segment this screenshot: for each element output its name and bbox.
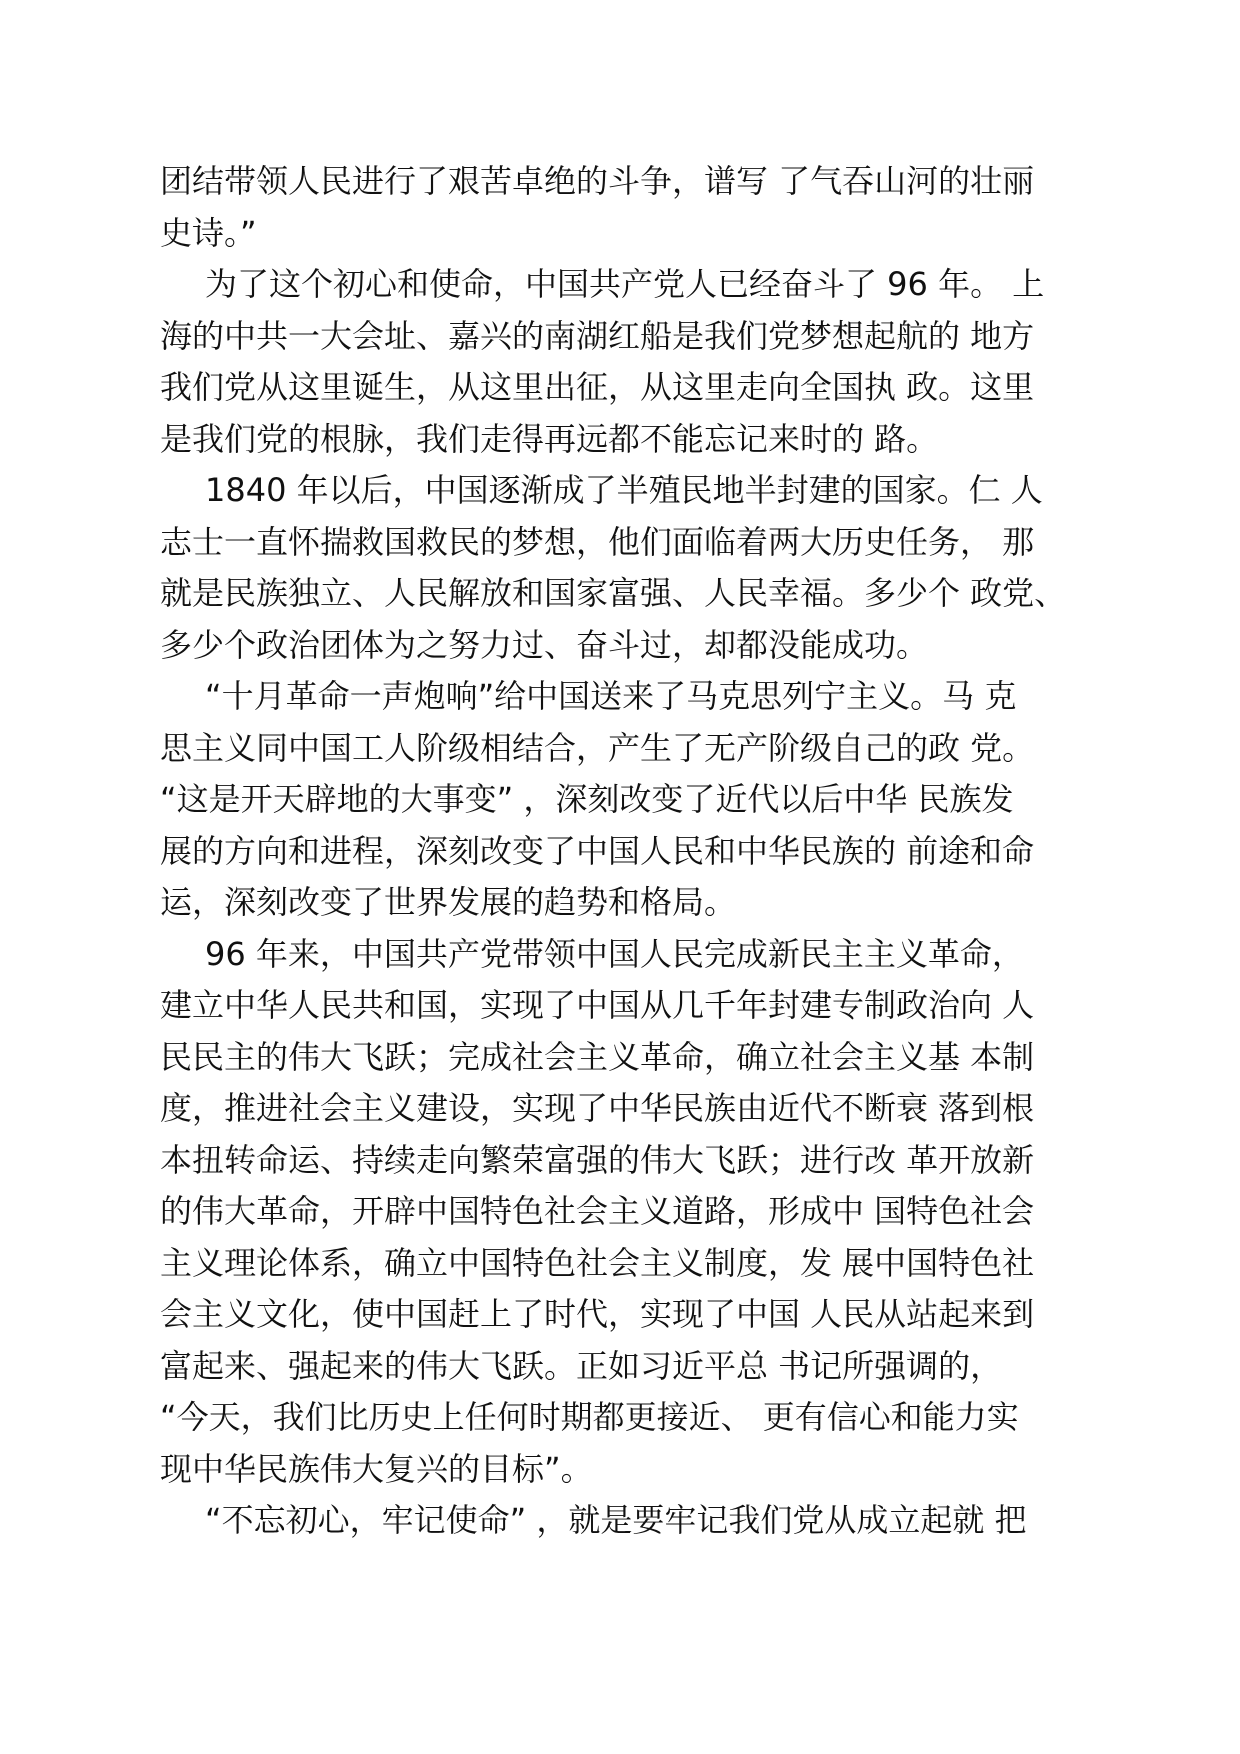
text-line: 主义理论体系，确立中国特色社会主义制度，发 展中国特色社: [160, 1243, 1035, 1282]
body-text: [160, 156, 1100, 1547]
text-line: 建立中华人民共和国，实现了中国从几千年封建专制政治向 人: [160, 986, 1035, 1024]
paragraph-start-line: 1840 年以后，中国逐渐成了半殖民地半封建的国家。仁 人: [205, 471, 1043, 509]
text-line: 的伟大革命，开辟中国特色社会主义道路，形成中 国特色社会: [160, 1192, 1035, 1230]
text-line: “今天，我们比历史上任何时期都更接近、 更有信心和能力实: [160, 1398, 1019, 1436]
text-line: 富起来、强起来的伟大飞跃。正如习近平总 书记所强调的，: [160, 1346, 1003, 1385]
text-line: 会主义文化，使中国赶上了时代，实现了中国 人民从站起来到: [160, 1295, 1035, 1333]
paragraph-start-line: “不忘初心，牢记使命” ，就是要牢记我们党从成立起就 把: [205, 1501, 1027, 1539]
text-line: 志士一直怀揣救国救民的梦想，他们面临着两大历史任务， 那: [160, 522, 1035, 561]
paragraph-start-line: 为了这个初心和使命，中国共产党人已经奋斗了 96 年。 上: [205, 265, 1045, 303]
paragraph-start-line: 96 年来，中国共产党带领中国人民完成新民主主义革命，: [205, 934, 1024, 973]
text-line: “这是开天辟地的大事变” ，深刻改变了近代以后中华 民族发: [160, 780, 1014, 818]
text-line: 运，深刻改变了世界发展的趋势和格局。: [160, 883, 737, 921]
text-line: 多少个政治团体为之努力过、奋斗过，却都没能成功。: [160, 625, 929, 664]
text-line: 我们党从这里诞生，从这里出征，从这里走向全国执 政。这里: [160, 368, 1035, 406]
text-line: 本扭转命运、持续走向繁荣富强的伟大飞跃；进行改 革开放新: [160, 1140, 1035, 1179]
text-line: 思主义同中国工人阶级相结合，产生了无产阶级自己的政 党。: [160, 728, 1035, 767]
text-line: 史诗。”: [160, 213, 257, 252]
text-line: 海的中共一大会址、嘉兴的南湖红船是我们党梦想起航的 地方: [160, 316, 1035, 355]
text-line: 团结带领人民进行了艰苦卓绝的斗争，谱写 了气吞山河的壮丽: [160, 162, 1035, 200]
text-line: 度，推进社会主义建设，实现了中华民族由近代不断衰 落到根: [160, 1089, 1035, 1127]
text-line: 就是民族独立、人民解放和国家富强、人民幸福。多少个 政党、: [160, 574, 1067, 612]
text-line: 展的方向和进程，深刻改变了中国人民和中华民族的 前途和命: [160, 831, 1035, 870]
text-line: 民民主的伟大飞跃；完成社会主义革命，确立社会主义基 本制: [160, 1037, 1035, 1076]
text-line: 现中华民族伟大复兴的目标”。: [160, 1449, 593, 1488]
paragraph-start-line: “十月革命一声炮响”给中国送来了马克思列宁主义。马 克: [205, 677, 1017, 715]
text-line: 是我们党的根脉，我们走得再远都不能忘记来时的 路。: [160, 419, 939, 458]
